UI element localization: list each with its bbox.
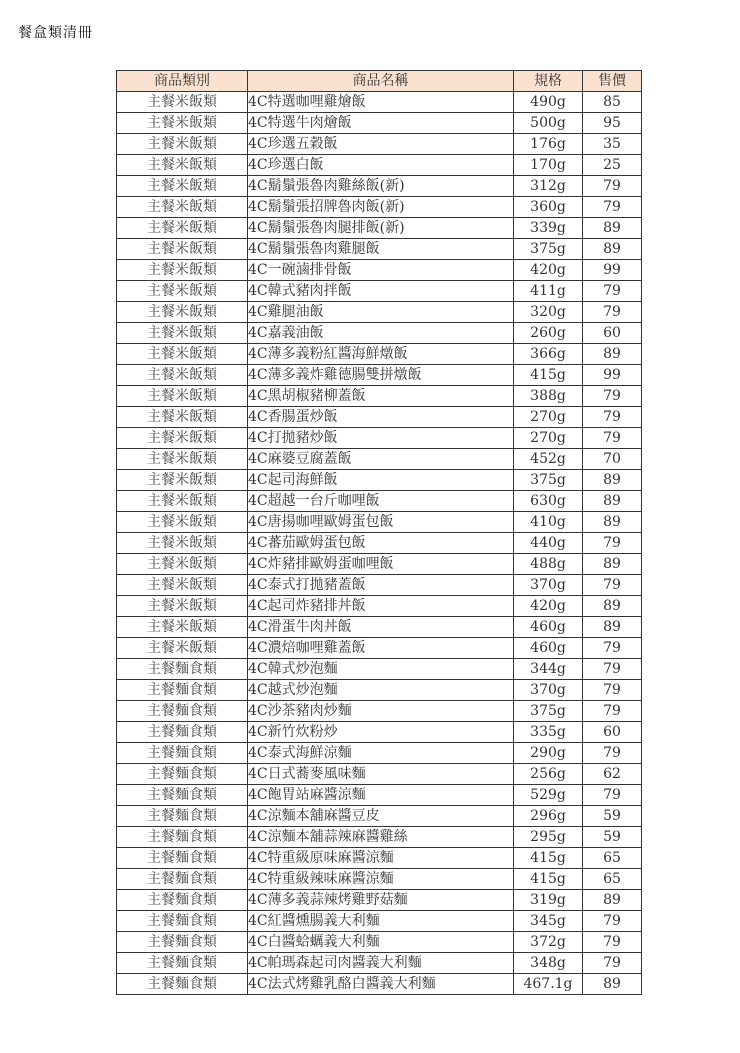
category-cell: 主餐米飯類 (117, 428, 248, 449)
spec-cell: 319g (514, 890, 583, 911)
price-cell: 89 (583, 617, 642, 638)
spec-cell: 388g (514, 386, 583, 407)
price-cell: 60 (583, 722, 642, 743)
category-cell: 主餐麵食類 (117, 764, 248, 785)
table-row (117, 134, 642, 155)
product-name-cell: 4C蕃茄歐姆蛋包飯 (248, 533, 514, 554)
category-cell: 主餐米飯類 (117, 323, 248, 344)
price-cell: 79 (583, 533, 642, 554)
product-name-cell: 4C韓式炒泡麵 (248, 659, 514, 680)
price-cell: 79 (583, 281, 642, 302)
spec-cell: 375g (514, 470, 583, 491)
price-cell: 59 (583, 806, 642, 827)
spec-cell: 375g (514, 701, 583, 722)
spec-cell: 372g (514, 932, 583, 953)
table-row (117, 890, 642, 911)
table-row (117, 827, 642, 848)
price-cell: 79 (583, 407, 642, 428)
price-cell: 65 (583, 848, 642, 869)
price-cell: 25 (583, 155, 642, 176)
table-body (117, 92, 642, 995)
table-row (117, 176, 642, 197)
price-cell: 70 (583, 449, 642, 470)
product-name-cell: 4C雞腿油飯 (248, 302, 514, 323)
spec-cell: 440g (514, 533, 583, 554)
price-cell: 62 (583, 764, 642, 785)
spec-cell: 170g (514, 155, 583, 176)
table-row (117, 974, 642, 995)
product-name-cell: 4C鬍鬚張魯肉雞絲飯(新) (248, 176, 514, 197)
table-row (117, 365, 642, 386)
price-cell: 59 (583, 827, 642, 848)
table-row (117, 806, 642, 827)
price-cell: 79 (583, 386, 642, 407)
spec-cell: 344g (514, 659, 583, 680)
category-cell: 主餐麵食類 (117, 869, 248, 890)
category-cell: 主餐米飯類 (117, 638, 248, 659)
price-cell: 89 (583, 491, 642, 512)
table-row (117, 659, 642, 680)
spec-cell: 370g (514, 680, 583, 701)
table-row (117, 260, 642, 281)
spec-cell: 366g (514, 344, 583, 365)
table-row (117, 554, 642, 575)
product-name-cell: 4C越式炒泡麵 (248, 680, 514, 701)
category-cell: 主餐米飯類 (117, 281, 248, 302)
product-name-cell: 4C嘉義油飯 (248, 323, 514, 344)
table-row (117, 575, 642, 596)
product-name-cell: 4C麻婆豆腐蓋飯 (248, 449, 514, 470)
category-cell: 主餐麵食類 (117, 806, 248, 827)
spec-cell: 339g (514, 218, 583, 239)
spec-cell: 488g (514, 554, 583, 575)
price-cell: 79 (583, 428, 642, 449)
product-name-cell: 4C新竹炊粉炒 (248, 722, 514, 743)
spec-cell: 312g (514, 176, 583, 197)
spec-cell: 529g (514, 785, 583, 806)
spec-cell: 360g (514, 197, 583, 218)
spec-cell: 415g (514, 848, 583, 869)
spec-cell: 460g (514, 638, 583, 659)
product-name-cell: 4C白醬蛤蠣義大利麵 (248, 932, 514, 953)
table-row (117, 407, 642, 428)
product-name-cell: 4C起司炸豬排丼飯 (248, 596, 514, 617)
price-cell: 89 (583, 596, 642, 617)
category-cell: 主餐米飯類 (117, 596, 248, 617)
table-row (117, 323, 642, 344)
table-row (117, 953, 642, 974)
product-name-cell: 4C打拋豬炒飯 (248, 428, 514, 449)
spec-cell: 370g (514, 575, 583, 596)
price-cell: 35 (583, 134, 642, 155)
category-cell: 主餐米飯類 (117, 533, 248, 554)
spec-cell: 415g (514, 869, 583, 890)
product-name-cell: 4C薄多義炸雞德腸雙拼燉飯 (248, 365, 514, 386)
spec-cell: 320g (514, 302, 583, 323)
price-cell: 89 (583, 512, 642, 533)
category-cell: 主餐麵食類 (117, 659, 248, 680)
category-cell: 主餐米飯類 (117, 617, 248, 638)
product-name-cell: 4C薄多義粉紅醬海鮮燉飯 (248, 344, 514, 365)
price-cell: 99 (583, 365, 642, 386)
category-cell: 主餐麵食類 (117, 890, 248, 911)
category-cell: 主餐麵食類 (117, 974, 248, 995)
product-name-cell: 4C紅醬燻腸義大利麵 (248, 911, 514, 932)
spec-cell: 375g (514, 239, 583, 260)
category-cell: 主餐米飯類 (117, 197, 248, 218)
product-name-cell: 4C特選牛肉燴飯 (248, 113, 514, 134)
table-row (117, 701, 642, 722)
product-name-cell: 4C日式蕎麥風味麵 (248, 764, 514, 785)
category-cell: 主餐麵食類 (117, 827, 248, 848)
spec-cell: 460g (514, 617, 583, 638)
table-row (117, 785, 642, 806)
product-name-cell: 4C泰式打拋豬蓋飯 (248, 575, 514, 596)
product-name-cell: 4C泰式海鮮涼麵 (248, 743, 514, 764)
category-cell: 主餐米飯類 (117, 470, 248, 491)
spec-cell: 176g (514, 134, 583, 155)
table-row (117, 92, 642, 113)
category-cell: 主餐米飯類 (117, 113, 248, 134)
table-row (117, 638, 642, 659)
category-cell: 主餐米飯類 (117, 344, 248, 365)
product-name-cell: 4C滑蛋牛肉丼飯 (248, 617, 514, 638)
price-cell: 79 (583, 575, 642, 596)
spec-cell: 296g (514, 806, 583, 827)
category-cell: 主餐麵食類 (117, 953, 248, 974)
table-row (117, 449, 642, 470)
product-name-cell: 4C涼麵本舖麻醬豆皮 (248, 806, 514, 827)
table-row (117, 218, 642, 239)
category-cell: 主餐麵食類 (117, 743, 248, 764)
product-name-cell: 4C涼麵本舖蒜辣麻醬雞絲 (248, 827, 514, 848)
category-cell: 主餐米飯類 (117, 155, 248, 176)
spec-cell: 335g (514, 722, 583, 743)
product-name-cell: 4C帕瑪森起司肉醬義大利麵 (248, 953, 514, 974)
table-row (117, 386, 642, 407)
price-cell: 60 (583, 323, 642, 344)
category-cell: 主餐米飯類 (117, 260, 248, 281)
spec-cell: 260g (514, 323, 583, 344)
table-row (117, 869, 642, 890)
table-header-row (117, 71, 642, 92)
table-row (117, 470, 642, 491)
product-name-cell: 4C薄多義蒜辣烤雞野菇麵 (248, 890, 514, 911)
spec-cell: 411g (514, 281, 583, 302)
price-cell: 89 (583, 239, 642, 260)
header-spec: 規格 (514, 71, 583, 92)
category-cell: 主餐米飯類 (117, 134, 248, 155)
product-name-cell: 4C唐揚咖哩歐姆蛋包飯 (248, 512, 514, 533)
spec-cell: 295g (514, 827, 583, 848)
table-row (117, 491, 642, 512)
product-name-cell: 4C珍選五穀飯 (248, 134, 514, 155)
table-row (117, 722, 642, 743)
spec-cell: 290g (514, 743, 583, 764)
price-cell: 89 (583, 974, 642, 995)
table-row (117, 932, 642, 953)
price-cell: 89 (583, 218, 642, 239)
header-category: 商品類別 (117, 71, 248, 92)
table-row (117, 155, 642, 176)
product-name-cell: 4C法式烤雞乳酪白醬義大利麵 (248, 974, 514, 995)
spec-cell: 348g (514, 953, 583, 974)
price-cell: 79 (583, 743, 642, 764)
spec-cell: 345g (514, 911, 583, 932)
header-product-name: 商品名稱 (248, 71, 514, 92)
category-cell: 主餐米飯類 (117, 386, 248, 407)
table-row (117, 113, 642, 134)
table-row (117, 302, 642, 323)
price-cell: 79 (583, 638, 642, 659)
table-row (117, 281, 642, 302)
price-cell: 79 (583, 659, 642, 680)
price-cell: 79 (583, 911, 642, 932)
category-cell: 主餐麵食類 (117, 785, 248, 806)
price-cell: 89 (583, 890, 642, 911)
category-cell: 主餐米飯類 (117, 491, 248, 512)
product-name-cell: 4C珍選白飯 (248, 155, 514, 176)
price-cell: 79 (583, 302, 642, 323)
price-cell: 85 (583, 92, 642, 113)
product-name-cell: 4C鬍鬚張魯肉雞腿飯 (248, 239, 514, 260)
category-cell: 主餐米飯類 (117, 407, 248, 428)
spec-cell: 420g (514, 260, 583, 281)
price-cell: 95 (583, 113, 642, 134)
category-cell: 主餐米飯類 (117, 575, 248, 596)
product-name-cell: 4C炸豬排歐姆蛋咖哩飯 (248, 554, 514, 575)
spec-cell: 630g (514, 491, 583, 512)
table-row (117, 911, 642, 932)
spec-cell: 270g (514, 407, 583, 428)
product-name-cell: 4C一碗滷排骨飯 (248, 260, 514, 281)
category-cell: 主餐米飯類 (117, 302, 248, 323)
category-cell: 主餐米飯類 (117, 218, 248, 239)
spec-cell: 415g (514, 365, 583, 386)
price-cell: 89 (583, 554, 642, 575)
spec-cell: 256g (514, 764, 583, 785)
product-name-cell: 4C黑胡椒豬柳蓋飯 (248, 386, 514, 407)
category-cell: 主餐米飯類 (117, 365, 248, 386)
product-name-cell: 4C韓式豬肉拌飯 (248, 281, 514, 302)
category-cell: 主餐麵食類 (117, 722, 248, 743)
price-cell: 79 (583, 197, 642, 218)
header-price: 售價 (583, 71, 642, 92)
spec-cell: 410g (514, 512, 583, 533)
category-cell: 主餐米飯類 (117, 512, 248, 533)
product-name-cell: 4C飽胃站麻醬涼麵 (248, 785, 514, 806)
category-cell: 主餐麵食類 (117, 932, 248, 953)
category-cell: 主餐米飯類 (117, 449, 248, 470)
table-row (117, 764, 642, 785)
product-name-cell: 4C特重級辣味麻醬涼麵 (248, 869, 514, 890)
price-cell: 79 (583, 701, 642, 722)
table-row (117, 617, 642, 638)
category-cell: 主餐麵食類 (117, 680, 248, 701)
category-cell: 主餐麵食類 (117, 701, 248, 722)
category-cell: 主餐米飯類 (117, 176, 248, 197)
spec-cell: 270g (514, 428, 583, 449)
price-cell: 79 (583, 953, 642, 974)
product-name-cell: 4C沙茶豬肉炒麵 (248, 701, 514, 722)
table-row (117, 743, 642, 764)
category-cell: 主餐米飯類 (117, 554, 248, 575)
category-cell: 主餐麵食類 (117, 911, 248, 932)
document-title: 餐盒類清冊 (18, 25, 93, 41)
price-cell: 79 (583, 785, 642, 806)
spec-cell: 420g (514, 596, 583, 617)
price-cell: 99 (583, 260, 642, 281)
product-name-cell: 4C特選咖哩雞燴飯 (248, 92, 514, 113)
spec-cell: 467.1g (514, 974, 583, 995)
spec-cell: 500g (514, 113, 583, 134)
product-name-cell: 4C超越一台斤咖哩飯 (248, 491, 514, 512)
table-row (117, 512, 642, 533)
table-row (117, 344, 642, 365)
table-row (117, 680, 642, 701)
price-cell: 65 (583, 869, 642, 890)
table-row (117, 197, 642, 218)
product-table (116, 70, 642, 995)
category-cell: 主餐米飯類 (117, 92, 248, 113)
price-cell: 79 (583, 176, 642, 197)
product-name-cell: 4C起司海鮮飯 (248, 470, 514, 491)
category-cell: 主餐米飯類 (117, 239, 248, 260)
product-name-cell: 4C特重級原味麻醬涼麵 (248, 848, 514, 869)
product-name-cell: 4C鬍鬚張招牌魯肉飯(新) (248, 197, 514, 218)
spec-cell: 490g (514, 92, 583, 113)
price-cell: 89 (583, 344, 642, 365)
product-name-cell: 4C鬍鬚張魯肉腿排飯(新) (248, 218, 514, 239)
table-row (117, 239, 642, 260)
table-row (117, 848, 642, 869)
price-cell: 89 (583, 470, 642, 491)
table-row (117, 533, 642, 554)
product-name-cell: 4C香腸蛋炒飯 (248, 407, 514, 428)
category-cell: 主餐麵食類 (117, 848, 248, 869)
price-cell: 79 (583, 932, 642, 953)
table-row (117, 596, 642, 617)
price-cell: 79 (583, 680, 642, 701)
table-row (117, 428, 642, 449)
product-name-cell: 4C濃焙咖哩雞蓋飯 (248, 638, 514, 659)
spec-cell: 452g (514, 449, 583, 470)
